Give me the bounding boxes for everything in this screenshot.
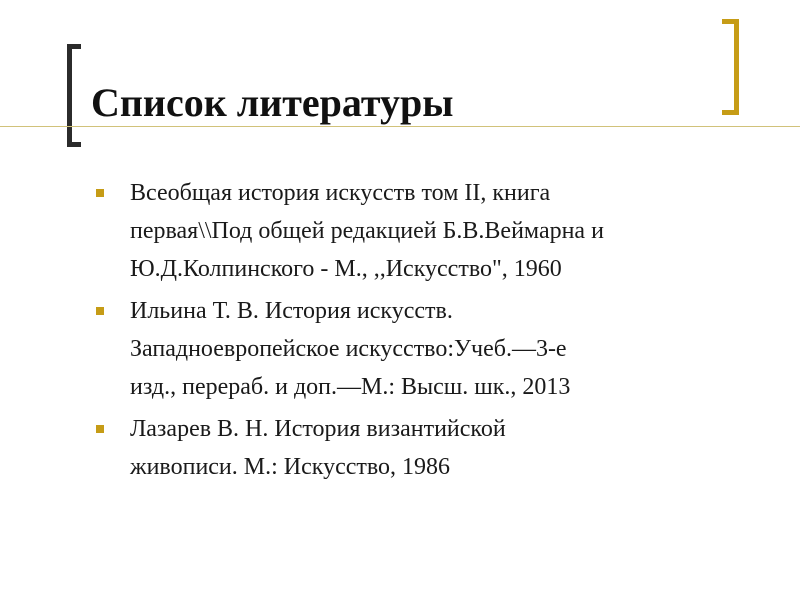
item-text-line: Ю.Д.Колпинского - М., ,,Искусство", 1960 (130, 256, 562, 282)
bibliography-list (96, 174, 736, 490)
bibliography-item-3 (96, 410, 736, 486)
item-text-line: живописи. М.: Искусство, 1986 (130, 454, 451, 480)
slide-title: Список литературы (91, 80, 454, 125)
item-text-line: изд., перераб. и доп.—М.: Высш. шк., 2013 (130, 374, 571, 400)
left-bracket-decoration (67, 44, 81, 147)
bibliography-item-1 (96, 174, 736, 288)
square-bullet-icon (96, 425, 104, 433)
item-text-line: первая\\Под общей редакцией Б.В.Веймарна и (130, 218, 604, 244)
square-bullet-icon (96, 189, 104, 197)
bibliography-item-2 (96, 292, 736, 406)
item-text-line: Западноевропейское искусство:Учеб.—3-е (130, 336, 567, 362)
right-bracket-decoration (722, 19, 739, 115)
title-underline-rule (0, 126, 800, 127)
item-text-line: Всеобщая история искусств том II, книга (130, 180, 551, 206)
item-text-line: Лазарев В. Н. История византийской (130, 416, 506, 442)
square-bullet-icon (96, 307, 104, 315)
item-text-line: Ильина Т. В. История искусств. (130, 298, 453, 324)
